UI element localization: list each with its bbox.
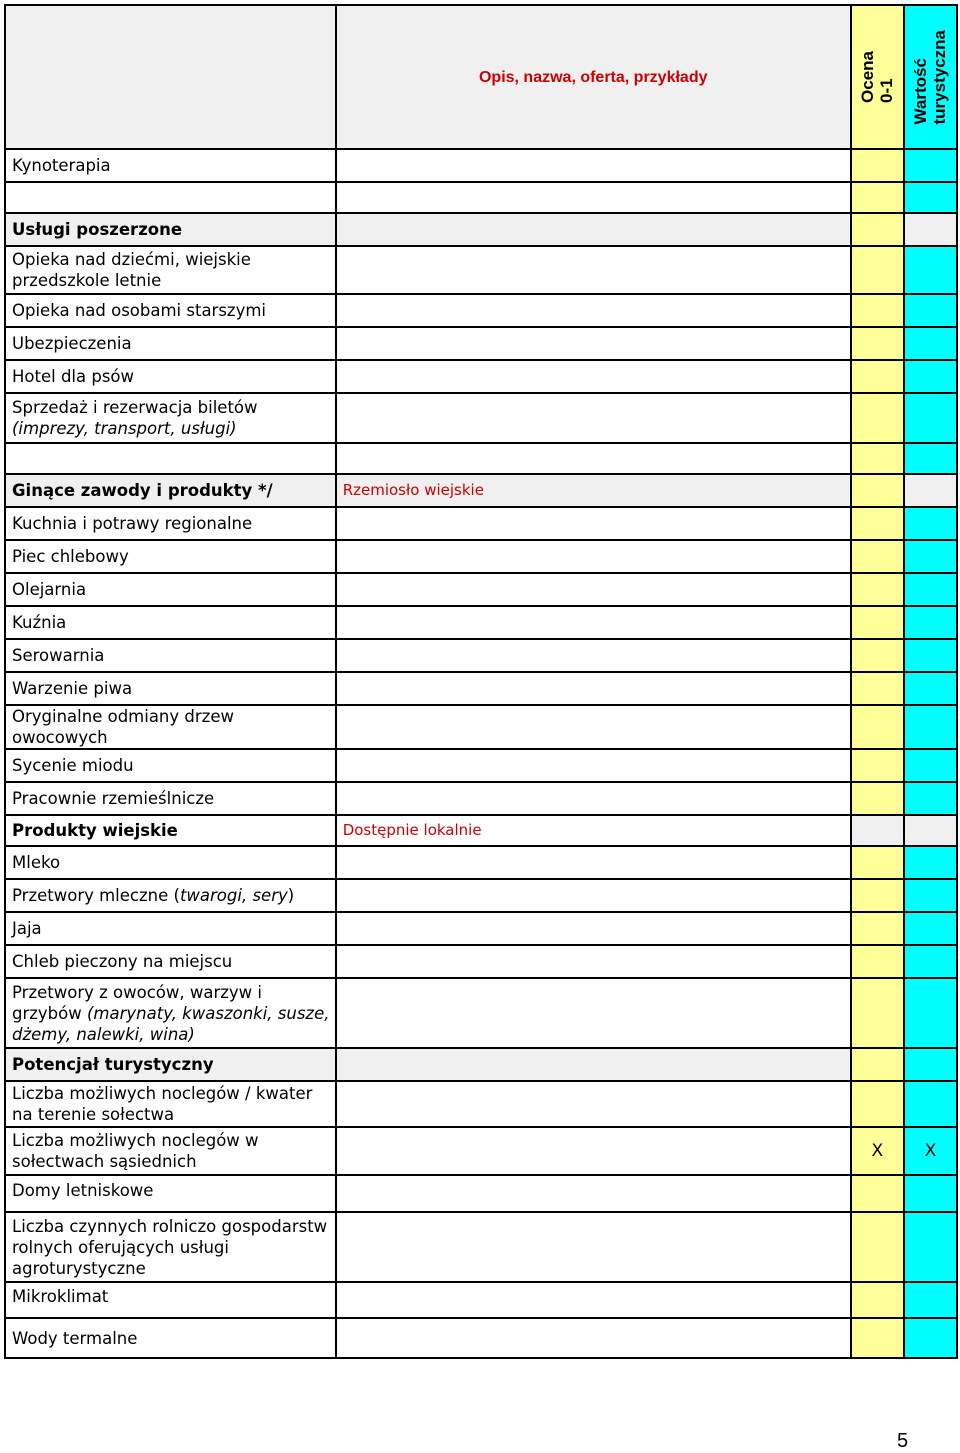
row-label: Kuźnia — [5, 606, 336, 639]
table-row — [5, 1175, 957, 1212]
row-label: Piec chlebowy — [5, 540, 336, 573]
tourist-value-cell[interactable] — [904, 879, 957, 912]
table-row — [5, 672, 957, 705]
rating-cell[interactable] — [851, 474, 904, 507]
page-number: 5 — [897, 1430, 909, 1452]
row-label-italic: twarogi, sery — [179, 886, 288, 905]
row-label: Warzenie piwa — [5, 672, 336, 705]
tourist-value-cell[interactable] — [904, 912, 957, 945]
tourist-value-cell[interactable] — [904, 846, 957, 879]
tourist-value-cell[interactable] — [904, 149, 957, 182]
row-label: Liczba czynnych rolniczo gospodarstw rolnych oferujących usługi agroturystyczne — [5, 1212, 336, 1282]
row-label: Opieka nad osobami starszymi — [5, 294, 336, 327]
row-label: Oryginalne odmiany drzew owocowych — [5, 705, 336, 749]
tourist-value-cell[interactable] — [904, 1282, 957, 1318]
tourist-value-cell[interactable] — [904, 639, 957, 672]
rating-cell-x[interactable]: X — [851, 1127, 904, 1175]
tourist-value-cell[interactable] — [904, 540, 957, 573]
row-label: Kuchnia i potrawy regionalne — [5, 507, 336, 540]
tourist-value-cell-x[interactable]: X — [904, 1127, 957, 1175]
header-description: Opis, nazwa, oferta, przykłady — [336, 5, 851, 149]
table-row — [5, 360, 957, 393]
row-description — [336, 213, 851, 246]
header-rating-label: Ocena 0-1 — [858, 51, 897, 103]
rating-cell[interactable] — [851, 945, 904, 978]
row-label — [5, 978, 336, 1048]
tourist-value-cell[interactable] — [904, 945, 957, 978]
table-row — [5, 879, 957, 912]
row-label: Mikroklimat — [5, 1282, 336, 1318]
rating-cell[interactable] — [851, 815, 904, 846]
rating-cell[interactable] — [851, 672, 904, 705]
tourist-value-cell[interactable] — [904, 782, 957, 815]
rating-cell[interactable] — [851, 1175, 904, 1212]
row-label — [5, 879, 336, 912]
row-label: Pracownie rzemieślnicze — [5, 782, 336, 815]
header-tourist-value-label: Wartość turystyczna — [911, 29, 950, 125]
rating-cell[interactable] — [851, 573, 904, 606]
assessment-table-sheet — [4, 4, 960, 1359]
row-label-text: Przetwory z owoców, warzyw i grzybów — [12, 982, 262, 1023]
rating-cell[interactable] — [851, 1282, 904, 1318]
table-row — [5, 1318, 957, 1358]
table-row — [5, 705, 957, 749]
rating-cell[interactable] — [851, 1081, 904, 1127]
table-row — [5, 1282, 957, 1318]
rating-cell[interactable] — [851, 879, 904, 912]
rating-cell[interactable] — [851, 1318, 904, 1358]
rating-cell[interactable] — [851, 540, 904, 573]
table-row — [5, 782, 957, 815]
section-description: Dostępnie lokalnie — [336, 815, 851, 846]
section-title: Produkty wiejskie — [5, 815, 336, 846]
row-label: Liczba możliwych noclegów w sołectwach sąsiednich — [5, 1127, 336, 1175]
tourist-value-cell[interactable] — [904, 246, 957, 294]
section-description: Rzemiosło wiejskie — [336, 474, 851, 507]
rating-cell[interactable] — [851, 705, 904, 749]
rating-cell[interactable] — [851, 846, 904, 879]
rating-cell[interactable] — [851, 978, 904, 1048]
row-label: Kynoterapia — [5, 149, 336, 182]
row-label: Olejarnia — [5, 573, 336, 606]
row-label-text: Przetwory mleczne ( — [12, 886, 180, 905]
tourist-value-cell[interactable] — [904, 606, 957, 639]
row-label-text: ) — [287, 886, 295, 905]
row-label: Wody termalne — [5, 1318, 336, 1358]
table-row — [5, 327, 957, 360]
rating-cell[interactable] — [851, 1212, 904, 1282]
rating-cell[interactable] — [851, 327, 904, 360]
tourist-value-cell[interactable] — [904, 1175, 957, 1212]
row-label-italic: (marynaty, kwaszonki, susze, dżemy, nalewki, wina) — [12, 1003, 330, 1044]
row-description — [336, 1048, 851, 1081]
table-row — [5, 639, 957, 672]
row-label: Ubezpieczenia — [5, 327, 336, 360]
tourist-value-cell[interactable] — [904, 573, 957, 606]
header-rating — [851, 5, 904, 149]
table-row — [5, 1081, 957, 1127]
tourist-value-cell[interactable] — [904, 393, 957, 443]
row-label-italic: (imprezy, transport, usługi) — [12, 419, 237, 438]
table-row — [5, 573, 957, 606]
tourist-value-cell[interactable] — [904, 749, 957, 782]
rating-cell[interactable] — [851, 749, 904, 782]
tourist-value-cell[interactable] — [904, 1048, 957, 1081]
row-label: Hotel dla psów — [5, 360, 336, 393]
rating-cell[interactable] — [851, 294, 904, 327]
row-label: Serowarnia — [5, 639, 336, 672]
rating-cell[interactable] — [851, 149, 904, 182]
table-row — [5, 846, 957, 879]
table-row — [5, 1212, 957, 1282]
rating-cell[interactable] — [851, 639, 904, 672]
rating-cell[interactable] — [851, 912, 904, 945]
tourist-value-cell[interactable] — [904, 815, 957, 846]
section-row — [5, 474, 957, 507]
assessment-table — [4, 4, 958, 1359]
rating-cell[interactable] — [851, 1048, 904, 1081]
row-label: Opieka nad dziećmi, wiejskie przedszkole letnie — [5, 246, 336, 294]
table-row — [5, 749, 957, 782]
rating-cell[interactable] — [851, 606, 904, 639]
section-row — [5, 213, 957, 246]
table-row — [5, 606, 957, 639]
tourist-value-cell[interactable] — [904, 294, 957, 327]
row-label — [5, 393, 336, 443]
spacer-row — [5, 182, 957, 213]
row-description — [336, 149, 851, 182]
header-row — [5, 5, 957, 149]
table-row — [5, 294, 957, 327]
rating-cell[interactable] — [851, 393, 904, 443]
tourist-value-cell[interactable] — [904, 1212, 957, 1282]
rating-cell[interactable] — [851, 507, 904, 540]
tourist-value-cell[interactable] — [904, 213, 957, 246]
tourist-value-cell[interactable] — [904, 1081, 957, 1127]
tourist-value-cell[interactable] — [904, 360, 957, 393]
row-label: Jaja — [5, 912, 336, 945]
rating-cell[interactable] — [851, 782, 904, 815]
table-row — [5, 507, 957, 540]
row-label: Chleb pieczony na miejscu — [5, 945, 336, 978]
tourist-value-cell[interactable] — [904, 672, 957, 705]
row-label: Domy letniskowe — [5, 1175, 336, 1212]
row-label-text: Sprzedaż i rezerwacja biletów — [12, 398, 258, 417]
row-label: Liczba możliwych noclegów / kwater na terenie sołectwa — [5, 1081, 336, 1127]
section-title: Potencjał turystyczny — [5, 1048, 336, 1081]
header-name-cell — [5, 5, 336, 149]
table-row — [5, 246, 957, 294]
table-row — [5, 978, 957, 1048]
table-row — [5, 149, 957, 182]
tourist-value-cell[interactable] — [904, 327, 957, 360]
row-label: Mleko — [5, 846, 336, 879]
tourist-value-cell[interactable] — [904, 507, 957, 540]
section-row — [5, 815, 957, 846]
table-row — [5, 393, 957, 443]
row-label: Sycenie miodu — [5, 749, 336, 782]
rating-cell[interactable] — [851, 360, 904, 393]
tourist-value-cell[interactable] — [904, 705, 957, 749]
tourist-value-cell[interactable] — [904, 978, 957, 1048]
table-row — [5, 540, 957, 573]
section-title: Ginące zawody i produkty */ — [5, 474, 336, 507]
header-tourist-value — [904, 5, 957, 149]
rating-cell[interactable] — [851, 213, 904, 246]
table-row — [5, 945, 957, 978]
table-row — [5, 912, 957, 945]
tourist-value-cell[interactable] — [904, 474, 957, 507]
tourist-value-cell[interactable] — [904, 1318, 957, 1358]
spacer-row — [5, 443, 957, 474]
section-title: Usługi poszerzone — [5, 213, 336, 246]
table-row — [5, 1127, 957, 1175]
section-row — [5, 1048, 957, 1081]
rating-cell[interactable] — [851, 246, 904, 294]
